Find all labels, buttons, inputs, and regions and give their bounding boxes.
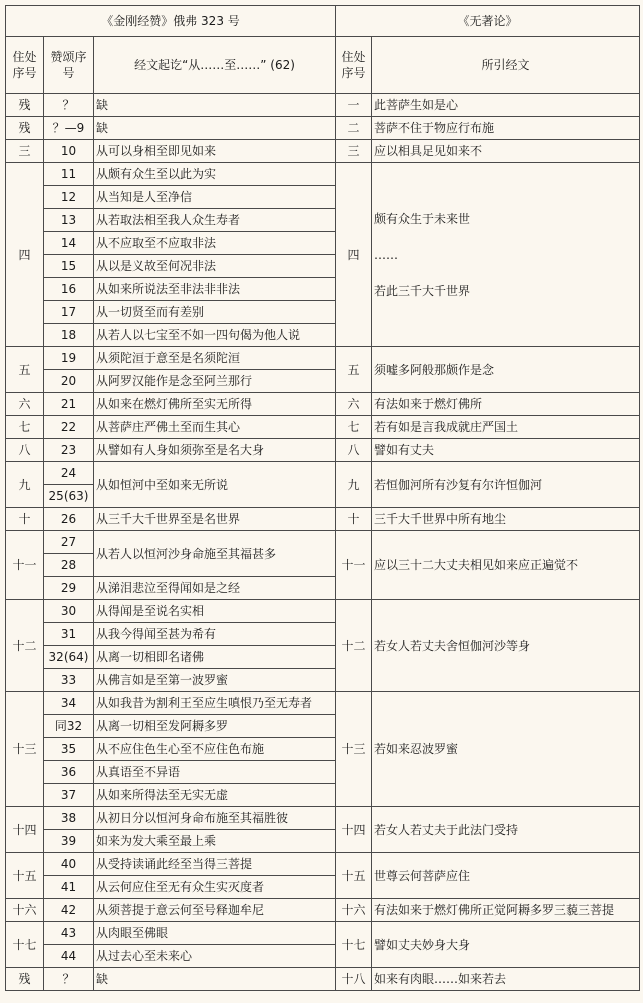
left-position: 七 — [6, 416, 44, 439]
cited-text: 若女人若丈夫舍恒伽河沙等身 — [372, 600, 640, 692]
verse-number: 14 — [44, 232, 94, 255]
verse-number: 10 — [44, 140, 94, 163]
verse-number: 29 — [44, 577, 94, 600]
left-position: 十一 — [6, 531, 44, 600]
left-position: 十五 — [6, 853, 44, 899]
verse-number: 27 — [44, 531, 94, 554]
verse-number: 16 — [44, 278, 94, 301]
verse-number: 43 — [44, 922, 94, 945]
sutra-text: 从当知是人至净信 — [94, 186, 336, 209]
right-position: 十四 — [336, 807, 372, 853]
right-position: 三 — [336, 140, 372, 163]
col-header-sutra-text: 经文起讫“从……至……” (62) — [94, 37, 336, 94]
col-header-right-position: 住处序号 — [336, 37, 372, 94]
table-row — [6, 462, 640, 485]
left-position: 残 — [6, 94, 44, 117]
verse-number: 12 — [44, 186, 94, 209]
sutra-text: 从颇有众生至以此为实 — [94, 163, 336, 186]
table-row — [6, 416, 640, 439]
cited-text: 若恒伽河所有沙复有尔许恒伽河 — [372, 462, 640, 508]
table-row — [6, 163, 640, 186]
sutra-text: 从阿罗汉能作是念至阿兰那行 — [94, 370, 336, 393]
table-row — [6, 347, 640, 370]
sutra-text: 从须菩提于意云何至号释迦牟尼 — [94, 899, 336, 922]
table-row — [6, 853, 640, 876]
verse-number: 37 — [44, 784, 94, 807]
left-position: 残 — [6, 117, 44, 140]
right-position: 九 — [336, 462, 372, 508]
verse-number: 同32 — [44, 715, 94, 738]
right-position: 七 — [336, 416, 372, 439]
table-row — [6, 393, 640, 416]
cited-text: 譬如有丈夫 — [372, 439, 640, 462]
right-position: 四 — [336, 163, 372, 347]
verse-number: 19 — [44, 347, 94, 370]
sutra-text: 从不应取至不应取非法 — [94, 232, 336, 255]
table-row — [6, 439, 640, 462]
left-position: 四 — [6, 163, 44, 347]
sutra-text: 从得闻是至说名实相 — [94, 600, 336, 623]
right-position: 十六 — [336, 899, 372, 922]
sutra-text: 从三千大千世界至是名世界 — [94, 508, 336, 531]
column-header-row — [6, 37, 640, 94]
verse-number: 40 — [44, 853, 94, 876]
table-row — [6, 922, 640, 945]
cited-text-group — [372, 163, 640, 347]
verse-number: 28 — [44, 554, 94, 577]
table-row — [6, 600, 640, 623]
left-position: 十三 — [6, 692, 44, 807]
cited-text: 世尊云何菩萨应住 — [372, 853, 640, 899]
verse-number: 32(64) — [44, 646, 94, 669]
sutra-text: 从以是义故至何况非法 — [94, 255, 336, 278]
verse-number: 44 — [44, 945, 94, 968]
verse-number: 13 — [44, 209, 94, 232]
table-row — [6, 899, 640, 922]
cited-text: 三千大千世界中所有地尘 — [372, 508, 640, 531]
table-row — [6, 508, 640, 531]
verse-number: 34 — [44, 692, 94, 715]
sutra-text: 从如来在燃灯佛所至实无所得 — [94, 393, 336, 416]
cited-text: 应以相具足见如来不 — [372, 140, 640, 163]
verse-number: ？ — [44, 94, 94, 117]
cited-text: 此菩萨生如是心 — [372, 94, 640, 117]
left-position: 十 — [6, 508, 44, 531]
left-position: 八 — [6, 439, 44, 462]
sutra-text: 从离一切相至发阿耨多罗 — [94, 715, 336, 738]
verse-number: 21 — [44, 393, 94, 416]
table-row — [6, 531, 640, 554]
verse-number: 36 — [44, 761, 94, 784]
table-row — [6, 140, 640, 163]
sutra-text: 如来为发大乘至最上乘 — [94, 830, 336, 853]
verse-number: 18 — [44, 324, 94, 347]
verse-number: 26 — [44, 508, 94, 531]
verse-number: 30 — [44, 600, 94, 623]
sutra-text: 缺 — [94, 94, 336, 117]
left-position: 九 — [6, 462, 44, 508]
right-position: 十一 — [336, 531, 372, 600]
sutra-text: 从如恒河中至如来无所说 — [94, 462, 336, 508]
sutra-text: 从如我昔为割利王至应生嗔恨乃至无寿者 — [94, 692, 336, 715]
title-row — [6, 6, 640, 37]
comparison-table-wrapper — [5, 5, 640, 991]
left-position: 三 — [6, 140, 44, 163]
sutra-text: 从初日分以恒河身命布施至其福胜彼 — [94, 807, 336, 830]
verse-number: ？ — [44, 968, 94, 991]
table-row — [6, 117, 640, 140]
right-position: 五 — [336, 347, 372, 393]
left-table-title: 《金刚经赞》俄弗 323 号 — [6, 6, 336, 37]
table-row — [6, 692, 640, 715]
sutra-text: 从可以身相至即见如来 — [94, 140, 336, 163]
left-position: 残 — [6, 968, 44, 991]
sutra-text: 从若人以恒河沙身命施至其福甚多 — [94, 531, 336, 577]
sutra-text: 从离一切相即名诸佛 — [94, 646, 336, 669]
verse-number: 24 — [44, 462, 94, 485]
left-position: 十四 — [6, 807, 44, 853]
verse-number: 33 — [44, 669, 94, 692]
cited-text: 应以三十二大丈夫相见如来应正遍觉不 — [372, 531, 640, 600]
verse-number: 23 — [44, 439, 94, 462]
verse-number: ？—9 — [44, 117, 94, 140]
verse-number: 15 — [44, 255, 94, 278]
verse-number: 38 — [44, 807, 94, 830]
left-position: 十七 — [6, 922, 44, 968]
comparison-table — [5, 5, 640, 991]
right-position: 十七 — [336, 922, 372, 968]
col-header-verse-number: 赞颂序号 — [44, 37, 94, 94]
sutra-text: 从譬如有人身如须弥至是名大身 — [94, 439, 336, 462]
sutra-text: 从一切贤至而有差别 — [94, 301, 336, 324]
left-position: 五 — [6, 347, 44, 393]
cited-text: 须嘘多阿般那颇作是念 — [372, 347, 640, 393]
verse-number: 41 — [44, 876, 94, 899]
sutra-text: 从若取法相至我人众生寿者 — [94, 209, 336, 232]
right-position: 六 — [336, 393, 372, 416]
verse-number: 11 — [44, 163, 94, 186]
sutra-text: 从云何应住至无有众生实灭度者 — [94, 876, 336, 899]
sutra-text: 从如来所说法至非法非非法 — [94, 278, 336, 301]
cited-text: 若如来忍波罗蜜 — [372, 692, 640, 807]
cited-text: 若有如是言我成就庄严国土 — [372, 416, 640, 439]
table-row — [6, 968, 640, 991]
verse-number: 35 — [44, 738, 94, 761]
sutra-text: 缺 — [94, 117, 336, 140]
col-header-left-position: 住处序号 — [6, 37, 44, 94]
verse-number: 20 — [44, 370, 94, 393]
right-table-title: 《无著论》 — [336, 6, 640, 37]
left-position: 十六 — [6, 899, 44, 922]
sutra-text: 从涕泪悲泣至得闻如是之经 — [94, 577, 336, 600]
cited-text: 菩萨不住于物应行布施 — [372, 117, 640, 140]
sutra-text: 从若人以七宝至不如一四句偈为他人说 — [94, 324, 336, 347]
left-position: 六 — [6, 393, 44, 416]
sutra-text: 从须陀洹于意至是名须陀洹 — [94, 347, 336, 370]
verse-number: 31 — [44, 623, 94, 646]
verse-number: 22 — [44, 416, 94, 439]
sutra-text: 从菩萨庄严佛土至而生其心 — [94, 416, 336, 439]
verse-number: 39 — [44, 830, 94, 853]
cited-text: 譬如丈夫妙身大身 — [372, 922, 640, 968]
cited-text: 如来有肉眼……如来若去 — [372, 968, 640, 991]
cited-text-ellipsis: …… — [374, 247, 399, 262]
verse-number: 25(63) — [44, 485, 94, 508]
right-position: 十 — [336, 508, 372, 531]
sutra-text: 缺 — [94, 968, 336, 991]
cited-text: 若此三千大千世界 — [374, 283, 471, 298]
verse-number: 17 — [44, 301, 94, 324]
cited-text: 颇有众生于未来世 — [374, 211, 471, 226]
right-position: 八 — [336, 439, 372, 462]
right-position: 十五 — [336, 853, 372, 899]
verse-number: 42 — [44, 899, 94, 922]
right-position: 十八 — [336, 968, 372, 991]
sutra-text: 从肉眼至佛眼 — [94, 922, 336, 945]
sutra-text: 从受持读诵此经至当得三菩提 — [94, 853, 336, 876]
right-position: 十二 — [336, 600, 372, 692]
table-row — [6, 94, 640, 117]
sutra-text: 从佛言如是至第一波罗蜜 — [94, 669, 336, 692]
sutra-text: 从如来所得法至无实无虚 — [94, 784, 336, 807]
right-position: 一 — [336, 94, 372, 117]
right-position: 二 — [336, 117, 372, 140]
sutra-text: 从不应住色生心至不应住色布施 — [94, 738, 336, 761]
cited-text: 有法如来于燃灯佛所 — [372, 393, 640, 416]
cited-text: 若女人若丈夫于此法门受持 — [372, 807, 640, 853]
sutra-text: 从真语至不异语 — [94, 761, 336, 784]
table-row — [6, 807, 640, 830]
cited-text: 有法如来于燃灯佛所正觉阿耨多罗三藐三菩提 — [372, 899, 640, 922]
col-header-cited-text: 所引经文 — [372, 37, 640, 94]
right-position: 十三 — [336, 692, 372, 807]
sutra-text: 从我今得闻至甚为希有 — [94, 623, 336, 646]
left-position: 十二 — [6, 600, 44, 692]
sutra-text: 从过去心至未来心 — [94, 945, 336, 968]
